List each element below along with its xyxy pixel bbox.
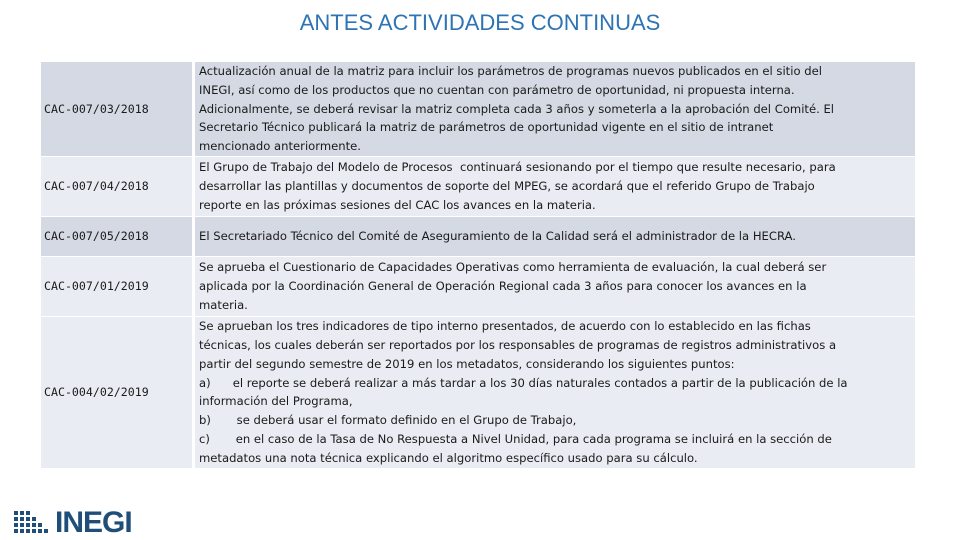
table-row: [41, 257, 915, 317]
agreement-code: CAC-004/02/2019: [41, 317, 192, 469]
agreement-code: CAC-007/01/2019: [41, 257, 192, 317]
description-line: Adicionalmente, se deberá revisar la matriz completa cada 3 años y someterla a la aprobación del Comité. El: [199, 101, 835, 116]
agreement-description: [192, 157, 915, 217]
description-line: a) el reporte se deberá realizar a más tardar a los 30 días naturales contados a partir de la publicación de la: [199, 375, 848, 390]
table-row: [41, 157, 915, 217]
description-line: El Secretariado Técnico del Comité de Aseguramiento de la Calidad será el administrador de la HECRA.: [199, 229, 796, 244]
agreement-description: [192, 62, 915, 157]
agreement-description: [192, 317, 915, 469]
description-line: c) en el caso de la Tasa de No Respuesta a Nivel Unidad, para cada programa se incluirá en la sección de: [199, 432, 832, 447]
agreement-description: [192, 217, 915, 257]
description-line: INEGI, así como de los productos que no cuentan con parámetro de oportunidad, ni propuesta interna.: [199, 82, 795, 97]
description-line: información del Programa,: [199, 394, 353, 409]
agreements-table: [41, 62, 915, 469]
description-line: metadatos una nota técnica explicando el algoritmo específico usado para su cálculo.: [199, 450, 698, 465]
table-row: [41, 62, 915, 157]
description-line: técnicas, los cuales deberán ser reportados por los responsables de programas de registros administrativos a: [199, 338, 837, 353]
table-row: [41, 317, 915, 469]
description-line: b) se deberá usar el formato definido en el Grupo de Trabajo,: [199, 413, 577, 428]
agreement-code: CAC-007/04/2018: [41, 157, 192, 217]
description-line: partir del segundo semestre de 2019 en los metadatos, considerando los siguientes puntos:: [199, 356, 735, 371]
description-line: Se aprueba el Cuestionario de Capacidades Operativas como herramienta de evaluación, la cual deberá ser: [199, 260, 827, 275]
agreement-code: CAC-007/05/2018: [41, 217, 192, 257]
table-row: [41, 217, 915, 257]
description-line: Se aprueban los tres indicadores de tipo interno presentados, de acuerdo con lo establecido en las fichas: [199, 319, 811, 334]
description-line: Actualización anual de la matriz para incluir los parámetros de programas nuevos publicados en el sitio del: [199, 64, 822, 78]
description-line: aplicada por la Coordinación General de Operación Regional cada 3 años para conocer los avances en la: [199, 279, 807, 294]
agreement-code: CAC-007/03/2018: [41, 62, 192, 157]
description-line: reporte en las próximas sesiones del CAC los avances en la materia.: [199, 197, 596, 212]
inegi-logo-icon: [12, 508, 52, 538]
page-title: ANTES ACTIVIDADES CONTINUAS: [299, 10, 661, 35]
description-line: El Grupo de Trabajo del Modelo de Procesos continuará sesionando por el tiempo que resulte necesario, para: [199, 160, 836, 175]
description-line: materia.: [199, 297, 248, 312]
inegi-logo: [12, 506, 132, 540]
inegi-logo-text: INEGI: [55, 506, 132, 539]
description-line: mencionado anteriormente.: [199, 139, 361, 154]
description-line: Secretario Técnico publicará la matriz de parámetros de oportunidad vigente en el sitio de intranet: [199, 120, 774, 135]
description-line: desarrollar las plantillas y documentos de soporte del MPEG, se acordará que el referido Grupo de Trabajo: [199, 179, 815, 194]
agreement-description: [192, 257, 915, 317]
